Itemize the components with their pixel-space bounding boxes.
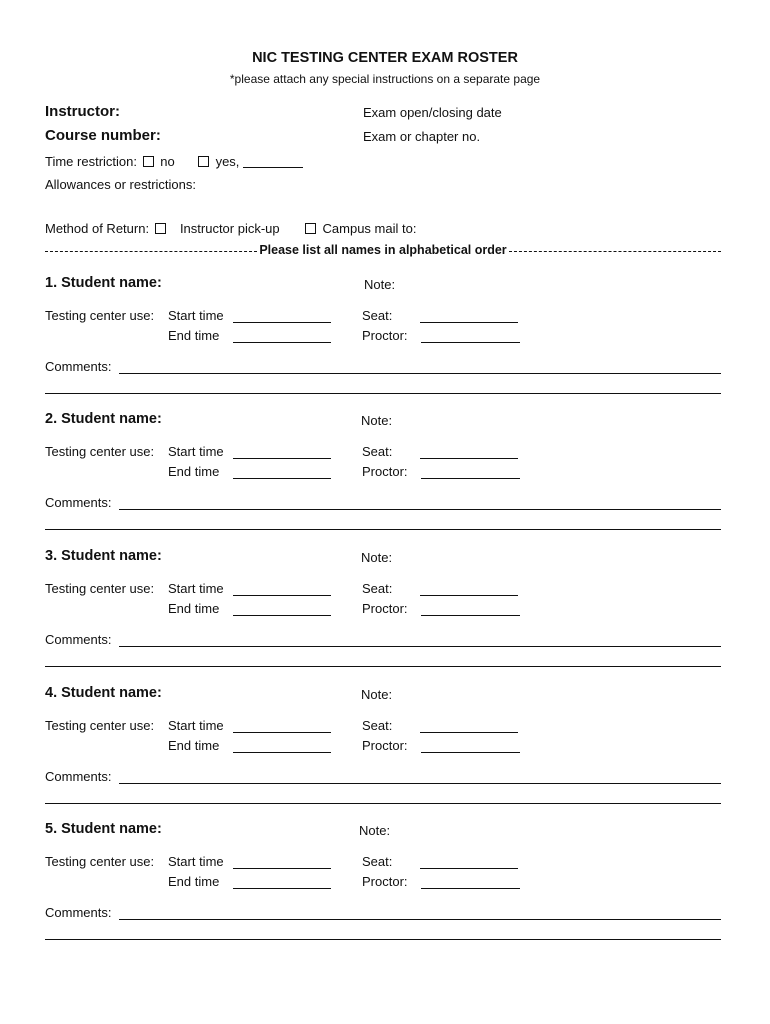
option-yes-label: yes, [215, 154, 240, 169]
divider-text: Please list all names in alphabetical order [259, 243, 507, 257]
seat-field[interactable] [420, 868, 518, 869]
start-time-label: Start time [168, 718, 224, 733]
start-time-label: Start time [168, 581, 224, 596]
seat-field[interactable] [420, 732, 518, 733]
time-restriction-blank[interactable] [243, 154, 303, 168]
time-restriction-label: Time restriction: [45, 154, 137, 169]
option-pickup-label: Instructor pick-up [179, 221, 280, 236]
end-time-label: End time [168, 601, 220, 616]
end-time-field[interactable] [233, 342, 331, 343]
seat-label: Seat: [362, 718, 393, 733]
start-time-label: Start time [168, 854, 224, 869]
end-time-field[interactable] [233, 752, 331, 753]
comments-field[interactable] [119, 509, 721, 510]
option-no-label: no [160, 154, 175, 169]
comments-label: Comments: [45, 495, 112, 510]
exam-chapter-label: Exam or chapter no. [363, 129, 481, 144]
proctor-label: Proctor: [362, 464, 408, 479]
start-time-field[interactable] [233, 732, 331, 733]
seat-label: Seat: [362, 308, 393, 323]
checkbox-campus-mail[interactable] [305, 223, 316, 234]
proctor-label: Proctor: [362, 874, 408, 889]
student-name-label: 1. Student name: [45, 275, 162, 291]
seat-field[interactable] [420, 595, 518, 596]
student-name-label: 4. Student name: [45, 685, 162, 701]
proctor-label: Proctor: [362, 328, 408, 343]
page-title: NIC TESTING CENTER EXAM ROSTER [252, 50, 518, 66]
student-name-label: 2. Student name: [45, 411, 162, 427]
testing-center-use-label: Testing center use: [45, 308, 155, 323]
start-time-label: Start time [168, 308, 224, 323]
comments-field[interactable] [119, 919, 721, 920]
testing-center-use-label: Testing center use: [45, 854, 155, 869]
end-time-field[interactable] [233, 888, 331, 889]
seat-label: Seat: [362, 581, 393, 596]
end-time-label: End time [168, 328, 220, 343]
start-time-field[interactable] [233, 322, 331, 323]
checkbox-yes[interactable] [198, 156, 209, 167]
time-restriction-row [45, 154, 303, 169]
start-time-field[interactable] [233, 458, 331, 459]
divider-dash-right [509, 251, 721, 252]
end-time-label: End time [168, 738, 220, 753]
page-subtitle: *please attach any special instructions on a separate page [229, 72, 541, 86]
proctor-field[interactable] [421, 888, 520, 889]
comments-label: Comments: [45, 769, 112, 784]
course-number-label: Course number: [45, 127, 161, 144]
comments-field[interactable] [119, 783, 721, 784]
proctor-field[interactable] [421, 752, 520, 753]
note-label: Note: [361, 413, 393, 428]
proctor-label: Proctor: [362, 738, 408, 753]
testing-center-use-label: Testing center use: [45, 718, 155, 733]
seat-field[interactable] [420, 322, 518, 323]
proctor-field[interactable] [421, 478, 520, 479]
seat-label: Seat: [362, 854, 393, 869]
student-name-label: 3. Student name: [45, 548, 162, 564]
comments-field-line-2[interactable] [45, 393, 721, 394]
end-time-field[interactable] [233, 478, 331, 479]
note-label: Note: [361, 687, 393, 702]
end-time-label: End time [168, 464, 220, 479]
comments-field-line-2[interactable] [45, 666, 721, 667]
note-label: Note: [364, 277, 396, 292]
comments-field-line-2[interactable] [45, 939, 721, 940]
allowances-label: Allowances or restrictions: [45, 177, 196, 192]
testing-center-use-label: Testing center use: [45, 581, 155, 596]
start-time-field[interactable] [233, 868, 331, 869]
start-time-field[interactable] [233, 595, 331, 596]
comments-field-line-2[interactable] [45, 529, 721, 530]
comments-field-line-2[interactable] [45, 803, 721, 804]
proctor-label: Proctor: [362, 601, 408, 616]
end-time-label: End time [168, 874, 220, 889]
alphabetical-divider [45, 243, 721, 257]
comments-field[interactable] [119, 646, 721, 647]
comments-label: Comments: [45, 359, 112, 374]
instructor-label: Instructor: [45, 103, 120, 120]
exam-dates-label: Exam open/closing date [363, 105, 502, 120]
comments-label: Comments: [45, 632, 112, 647]
note-label: Note: [359, 823, 391, 838]
seat-field[interactable] [420, 458, 518, 459]
divider-dash-left [45, 251, 257, 252]
comments-label: Comments: [45, 905, 112, 920]
return-method-label: Method of Return: [45, 221, 150, 236]
seat-label: Seat: [362, 444, 393, 459]
proctor-field[interactable] [421, 615, 520, 616]
checkbox-instructor-pickup[interactable] [155, 223, 166, 234]
option-campus-mail-label: Campus mail to: [322, 221, 417, 236]
comments-field[interactable] [119, 373, 721, 374]
testing-center-use-label: Testing center use: [45, 444, 155, 459]
note-label: Note: [361, 550, 393, 565]
student-name-label: 5. Student name: [45, 821, 162, 837]
end-time-field[interactable] [233, 615, 331, 616]
return-method-row [45, 221, 416, 236]
checkbox-no[interactable] [143, 156, 154, 167]
proctor-field[interactable] [421, 342, 520, 343]
start-time-label: Start time [168, 444, 224, 459]
